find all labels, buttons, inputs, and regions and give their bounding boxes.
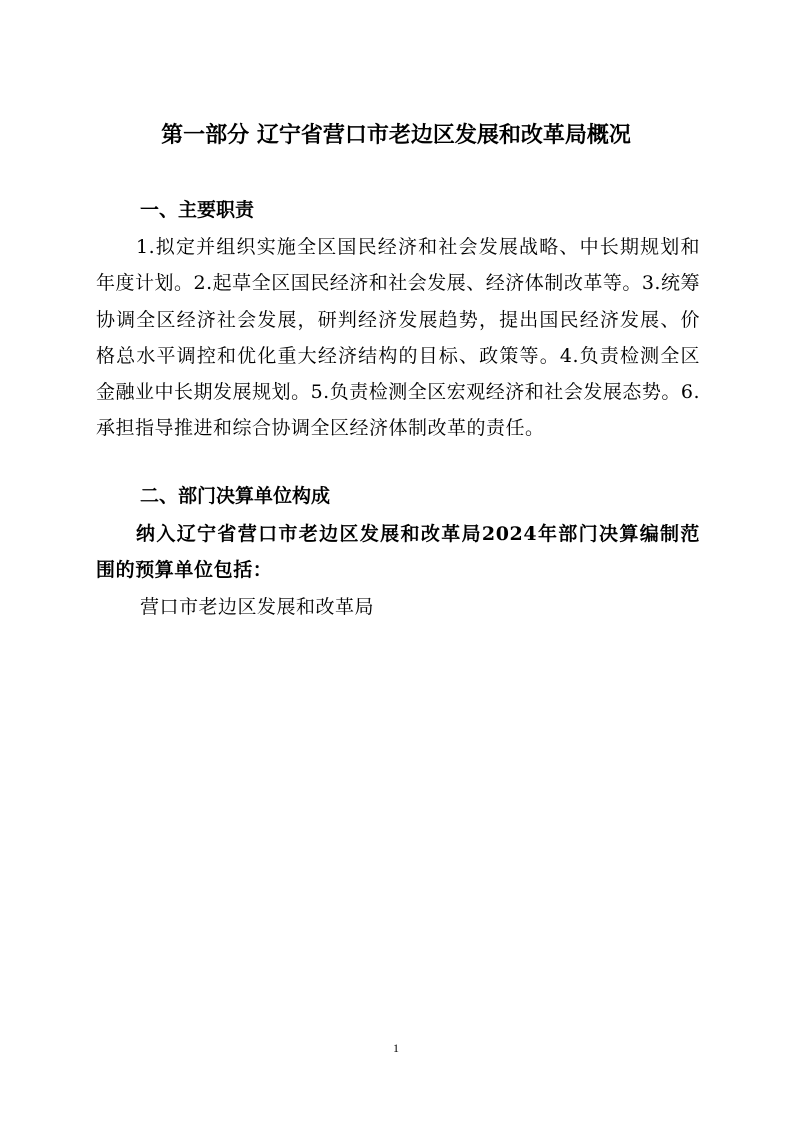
main-duties-paragraph: 1.拟定并组织实施全区国民经济和社会发展战略、中长期规划和年度计划。2.起草全区国民经济和社会发展、经济体制改革等。3.统筹协调全区经济社会发展，研判经济发展趋势，提出国民经济发展、价格总水平调控和优化重大经济结构的目标、政策等。4.负责检测全区金融业中长期发展规划。5.负责检测全区宏观经济和社会发展态势。6.承担指导推进和综合协调全区经济体制改革的责任。 (96, 236, 700, 440)
page-number: 1 (393, 1041, 399, 1055)
budget-unit-name: 营口市老边区发展和改革局 (140, 596, 375, 618)
section-heading-unit-composition: 二、部门决算单位构成 (140, 485, 331, 507)
budget-scope-paragraph: 纳入辽宁省营口市老边区发展和改革局2024年部门决算编制范围的预算单位包括： (96, 523, 700, 582)
section-heading-main-duties: 一、主要职责 (140, 199, 255, 221)
page-title: 第一部分 辽宁省营口市老边区发展和改革局概况 (161, 123, 631, 148)
